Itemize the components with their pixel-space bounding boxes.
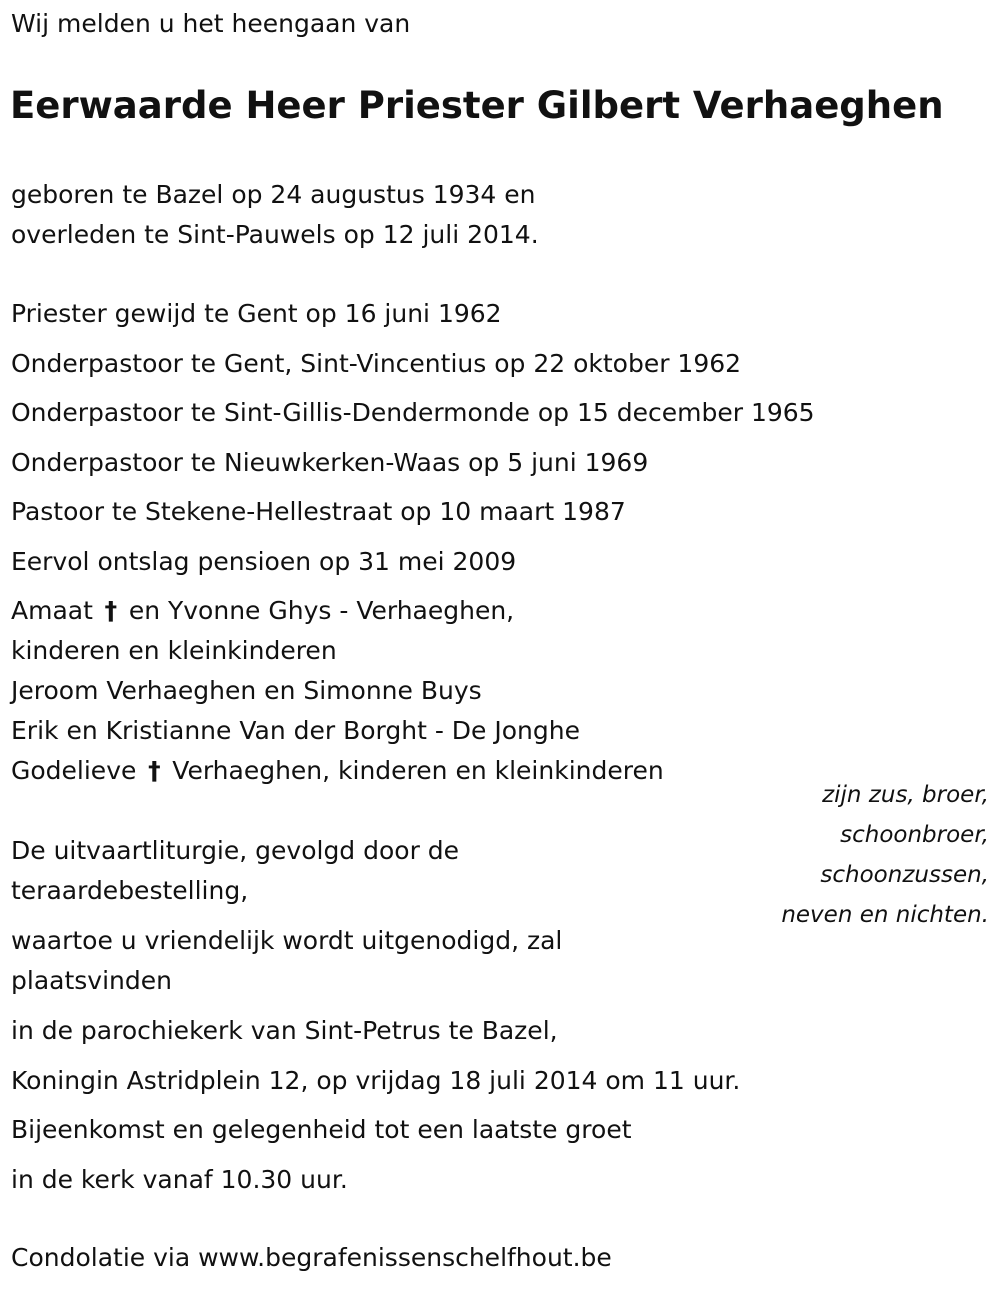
relation-line: zijn zus, broer, xyxy=(822,782,989,808)
career-item: Onderpastoor te Gent, Sint-Vincentius op 22 oktober 1962 xyxy=(11,348,742,378)
funeral-details xyxy=(11,831,771,1209)
career-list xyxy=(11,294,815,592)
deceased-name: Eerwaarde Heer Priester Gilbert Verhaeghen xyxy=(10,84,944,127)
birth-death-details xyxy=(11,175,539,255)
funeral-line: Koningin Astridplein 12, op vrijdag 18 juli 2014 om 11 uur. xyxy=(11,1065,741,1095)
family-member-text: Verhaeghen, kinderen en kleinkinderen xyxy=(172,756,664,785)
funeral-line: in de kerk vanaf 10.30 uur. xyxy=(11,1164,348,1194)
relation-line: neven en nichten. xyxy=(781,902,989,928)
funeral-line: in de parochiekerk van Sint-Petrus te Bazel, xyxy=(11,1016,558,1045)
career-item: Pastoor te Stekene-Hellestraat op 10 maart 1987 xyxy=(11,497,626,527)
family-line: kinderen en kleinkinderen xyxy=(11,636,337,665)
family-list xyxy=(11,591,664,791)
cross-icon: † xyxy=(104,596,118,625)
family-line xyxy=(11,751,664,791)
career-item: Priester gewijd te Gent op 16 juni 1962 xyxy=(11,299,502,328)
funeral-line: teraardebestelling, xyxy=(11,876,249,905)
relation-line: schoonzussen, xyxy=(820,862,989,888)
career-item: Eervol ontslag pensioen op 31 mei 2009 xyxy=(11,546,517,576)
cross-icon: † xyxy=(148,756,161,785)
funeral-line: De uitvaartliturgie, gevolgd door de xyxy=(11,836,460,865)
family-member-name: Godelieve xyxy=(11,756,137,785)
family-line: Jeroom Verhaeghen en Simonne Buys xyxy=(11,676,482,705)
family-line: Erik en Kristianne Van der Borght - De Jonghe xyxy=(11,716,580,745)
funeral-paragraph xyxy=(11,831,771,921)
family-member-name: Amaat xyxy=(11,596,93,625)
family-member-text: en Yvonne Ghys - Verhaeghen, xyxy=(128,596,515,625)
condolence-text: Condolatie via www.begrafenissenschelfhout.be xyxy=(11,1243,612,1272)
family-line xyxy=(11,591,664,631)
relation-note xyxy=(781,775,989,935)
funeral-line: plaatsvinden xyxy=(11,966,172,995)
birth-line: geboren te Bazel op 24 augustus 1934 en xyxy=(11,180,536,209)
relation-line: schoonbroer, xyxy=(840,822,989,848)
funeral-paragraph xyxy=(11,921,771,1011)
career-item: Onderpastoor te Sint-Gillis-Dendermonde op 15 december 1965 xyxy=(11,398,815,428)
career-item: Onderpastoor te Nieuwkerken-Waas op 5 juni 1969 xyxy=(11,447,649,477)
intro-text: Wij melden u het heengaan van xyxy=(11,9,411,38)
funeral-line: waartoe u vriendelijk wordt uitgenodigd, zal xyxy=(11,926,563,955)
death-line: overleden te Sint-Pauwels op 12 juli 2014. xyxy=(11,220,539,249)
funeral-line: Bijeenkomst en gelegenheid tot een laatste groet xyxy=(11,1115,632,1144)
